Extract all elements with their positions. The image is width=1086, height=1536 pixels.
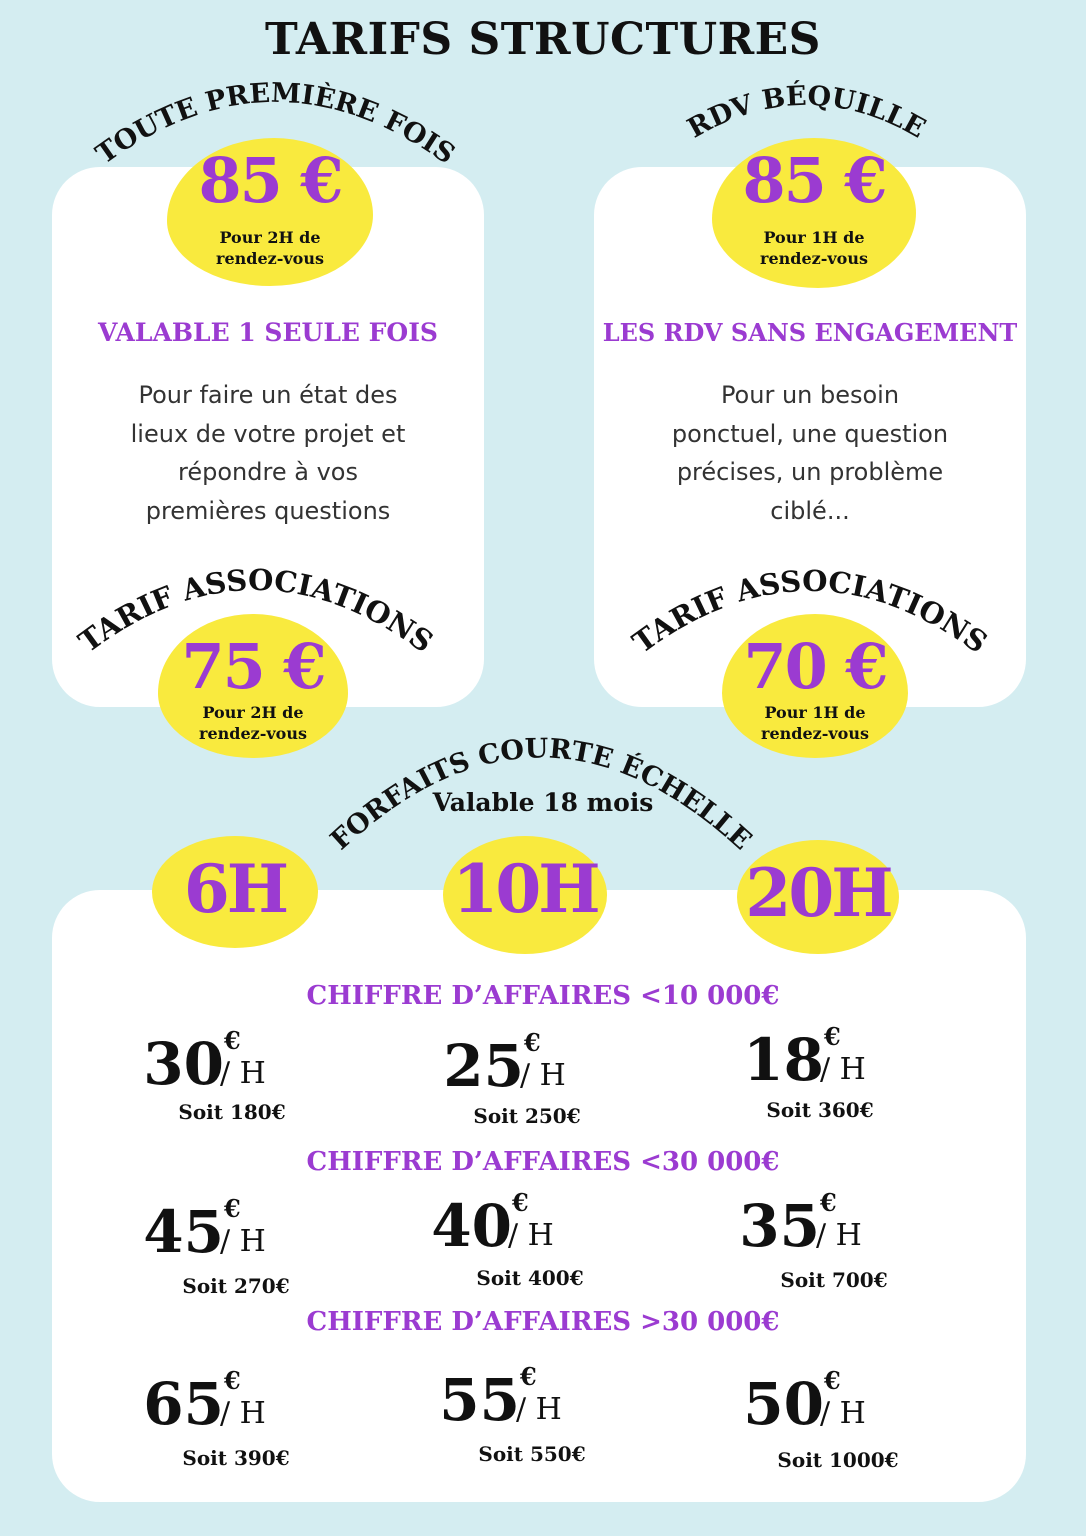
description-first-time (52, 376, 484, 530)
rate-euro: € (820, 1188, 837, 1217)
price-note-first-time-2: rendez-vous (216, 249, 324, 268)
rate-euro: € (824, 1366, 841, 1395)
rate-cell (408, 1362, 648, 1442)
rate-cell (112, 1026, 352, 1106)
tier-heading: CHIFFRE D’AFFAIRES <10 000€ (306, 981, 780, 1011)
assoc-note-first-time-1: Pour 2H de (202, 703, 304, 722)
rate-total: Soit 180€ (178, 1100, 286, 1124)
rate-unit: / H (220, 1396, 266, 1431)
description-line: ciblé... (770, 496, 850, 525)
packages-label: FORFAITS COURTE ÉCHELLE (324, 733, 758, 857)
price-first-time: 85 € (198, 144, 342, 217)
svg-text:RDV BÉQUILLE (683, 79, 931, 145)
rate-unit: / H (820, 1396, 866, 1431)
rate-value: 55 (439, 1366, 520, 1434)
description-line: Pour un besoin (720, 381, 900, 409)
rate-total: Soit 700€ (780, 1268, 888, 1292)
rate-cell (412, 1028, 652, 1108)
rate-value: 18 (743, 1026, 824, 1094)
price-note-first-time-1: Pour 2H de (219, 228, 321, 247)
assoc-note-bequille-2: rendez-vous (761, 724, 869, 743)
assoc-note-bequille-1: Pour 1H de (764, 703, 866, 722)
rate-total: Soit 270€ (182, 1274, 290, 1298)
rate-value: 65 (143, 1370, 224, 1438)
heading-first-time: VALABLE 1 SEULE FOIS (98, 318, 438, 347)
rate-unit: / H (816, 1218, 862, 1253)
description-bequille (594, 376, 1026, 530)
rate-cell (400, 1188, 640, 1268)
rate-value: 40 (431, 1192, 512, 1260)
price-bequille: 85 € (742, 144, 886, 217)
rate-euro: € (512, 1188, 529, 1217)
description-line: lieux de votre projet et (130, 419, 406, 448)
rate-cell (708, 1188, 948, 1268)
rate-total: Soit 250€ (473, 1104, 581, 1128)
rate-euro: € (224, 1026, 241, 1055)
assoc-price-bequille: 70 € (743, 630, 887, 703)
description-line: répondre à vos (178, 458, 358, 486)
rate-euro: € (524, 1028, 541, 1057)
rate-unit: / H (516, 1392, 562, 1427)
assoc-label-first-time: TARIF ASSOCIATIONS (72, 562, 440, 660)
description-line: Pour faire un état des (138, 381, 398, 409)
rate-unit: / H (508, 1218, 554, 1253)
description-line: ponctuel, une question (671, 419, 949, 448)
rate-total: Soit 1000€ (777, 1448, 899, 1472)
packages-validity: Valable 18 mois (432, 788, 654, 817)
offer-label-first-time: TOUTE PREMIÈRE FOIS (90, 77, 461, 171)
price-note-bequille-2: rendez-vous (760, 249, 868, 268)
offer-label-bequille: RDV BÉQUILLE (682, 80, 931, 145)
rate-value: 35 (739, 1192, 820, 1260)
rate-cell (712, 1366, 952, 1446)
rate-total: Soit 550€ (478, 1442, 586, 1466)
rate-cell (112, 1366, 352, 1446)
rate-unit: / H (220, 1056, 266, 1091)
package-hours-10h: 10H (452, 850, 598, 928)
tier-heading: CHIFFRE D’AFFAIRES <30 000€ (306, 1147, 780, 1177)
rate-unit: / H (820, 1052, 866, 1087)
rate-euro: € (520, 1362, 537, 1391)
assoc-label-bequille: TARIF ASSOCIATIONS (626, 563, 994, 660)
rate-total: Soit 390€ (182, 1446, 290, 1470)
rate-cell (112, 1194, 352, 1274)
rate-value: 45 (143, 1198, 224, 1266)
description-line: premières questions (145, 496, 391, 525)
page-title: TARIFS STRUCTURES (265, 14, 821, 65)
package-hours-20h: 20H (745, 854, 891, 932)
rate-total: Soit 360€ (766, 1098, 874, 1122)
rate-euro: € (224, 1194, 241, 1223)
rate-value: 50 (743, 1370, 824, 1438)
rate-euro: € (824, 1022, 841, 1051)
heading-bequille: LES RDV SANS ENGAGEMENT (602, 318, 1018, 347)
assoc-note-first-time-2: rendez-vous (199, 724, 307, 743)
rate-unit: / H (220, 1224, 266, 1259)
package-hours-6h: 6H (183, 850, 287, 928)
rate-cell (712, 1022, 952, 1102)
tier-heading: CHIFFRE D’AFFAIRES >30 000€ (306, 1307, 780, 1337)
price-note-bequille-1: Pour 1H de (763, 228, 865, 247)
assoc-price-first-time: 75 € (181, 630, 325, 703)
rate-total: Soit 400€ (476, 1266, 584, 1290)
rate-unit: / H (520, 1058, 566, 1093)
rate-euro: € (224, 1366, 241, 1395)
description-line: précises, un problème (676, 458, 944, 486)
rate-value: 25 (443, 1032, 524, 1100)
rate-value: 30 (143, 1030, 224, 1098)
